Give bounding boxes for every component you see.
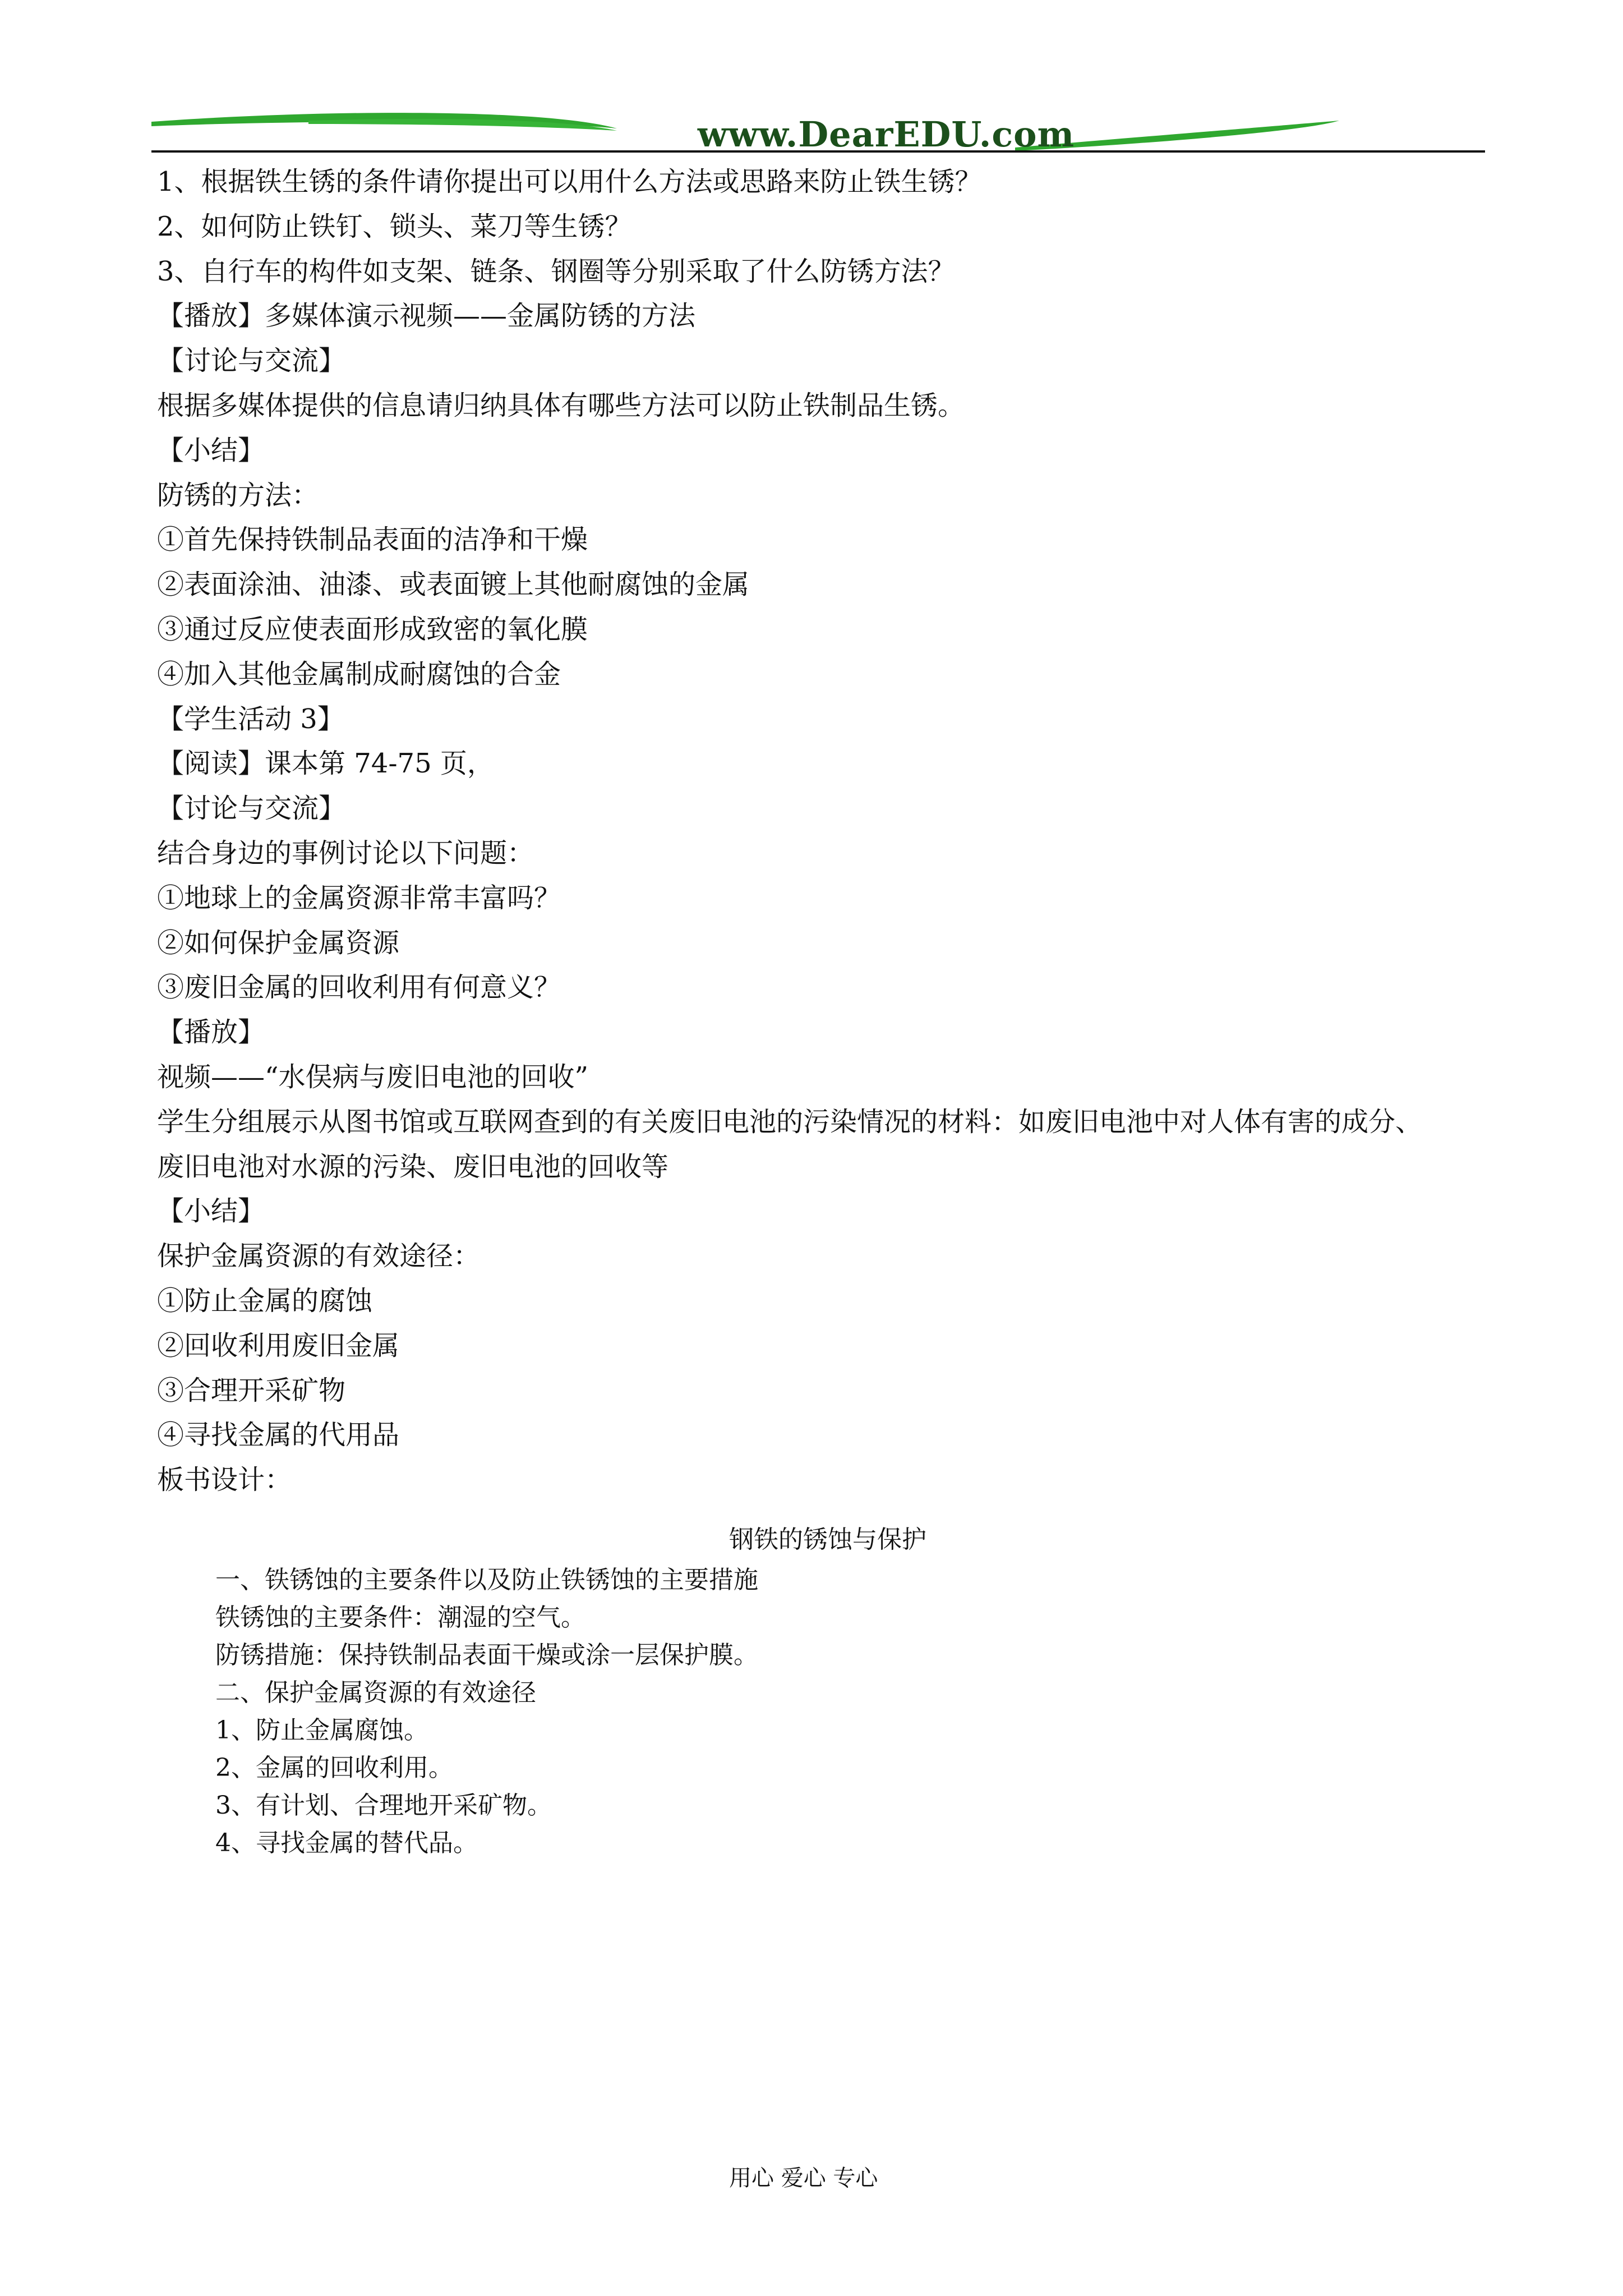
header-divider [151, 150, 1485, 153]
board-line: 铁锈蚀的主要条件：潮湿的空气。 [215, 1603, 585, 1632]
text-line: 视频——“水俣病与废旧电池的回收” [157, 1061, 589, 1093]
text-line: 【学生活动 3】 [157, 703, 344, 735]
main-content [157, 160, 1492, 1503]
board-line: 二、保护金属资源的有效途径 [215, 1678, 536, 1707]
text-line: ③废旧金属的回收利用有何意义？ [157, 972, 561, 1004]
board-line: 防锈措施：保持铁制品表面干燥或涂一层保护膜。 [215, 1641, 758, 1669]
board-line: 4、寻找金属的替代品。 [215, 1829, 478, 1857]
board-line: 3、有计划、合理地开采矿物。 [215, 1791, 552, 1820]
text-line: 学生分组展示从图书馆或互联网查到的有关废旧电池的污染情况的材料：如废旧电池中对人体有害的成分、 [157, 1106, 1423, 1138]
text-line: 【播放】多媒体演示视频——金属防锈的方法 [157, 300, 696, 332]
text-line: 废旧电池对水源的污染、废旧电池的回收等 [157, 1151, 669, 1182]
text-line: ①地球上的金属资源非常丰富吗？ [157, 882, 561, 914]
board-line: 2、金属的回收利用。 [215, 1754, 453, 1782]
text-line: 保护金属资源的有效途径： [157, 1240, 481, 1272]
board-line: 1、防止金属腐蚀。 [215, 1716, 428, 1745]
text-line: 【小结】 [157, 1195, 265, 1227]
board-title: 钢铁的锈蚀与保护 [729, 1525, 926, 1554]
text-line: 【播放】 [157, 1016, 265, 1048]
text-line: ③通过反应使表面形成致密的氧化膜 [157, 613, 588, 645]
page-footer: 用心 爱心 专心 [729, 2165, 878, 2191]
text-line: 【讨论与交流】 [157, 793, 346, 825]
text-line: ④寻找金属的代用品 [157, 1419, 400, 1451]
text-line: ②回收利用废旧金属 [157, 1329, 400, 1361]
text-line: 2、如何防止铁钉、锁头、菜刀等生锈？ [157, 210, 632, 242]
text-line: 板书设计： [157, 1464, 292, 1496]
site-logo[interactable]: www.DearEDU.com [697, 114, 1075, 155]
board-outline [215, 1561, 1449, 1862]
text-line: ③合理开采矿物 [157, 1374, 346, 1406]
board-line: 一、铁锈蚀的主要条件以及防止铁锈蚀的主要措施 [215, 1566, 758, 1594]
text-line: 【小结】 [157, 434, 265, 466]
text-line: 1、根据铁生锈的条件请你提出可以用什么方法或思路来防止铁生锈？ [157, 166, 982, 197]
text-line: ①防止金属的腐蚀 [157, 1285, 373, 1317]
text-line: ②如何保护金属资源 [157, 927, 400, 959]
text-line: 【讨论与交流】 [157, 345, 346, 377]
text-line: 根据多媒体提供的信息请归纳具体有哪些方法可以防止铁制品生锈。 [157, 389, 965, 421]
text-line: 结合身边的事例讨论以下问题： [157, 837, 534, 869]
text-line: 【阅读】课本第 74-75 页， [157, 748, 494, 780]
text-line: ④加入其他金属制成耐腐蚀的合金 [157, 658, 561, 690]
text-line: ①首先保持铁制品表面的洁净和干燥 [157, 524, 588, 556]
text-line: 防锈的方法： [157, 479, 319, 511]
text-line: ②表面涂油、油漆、或表面镀上其他耐腐蚀的金属 [157, 569, 750, 601]
text-line: 3、自行车的构件如支架、链条、钢圈等分别采取了什么防锈方法？ [157, 255, 955, 287]
